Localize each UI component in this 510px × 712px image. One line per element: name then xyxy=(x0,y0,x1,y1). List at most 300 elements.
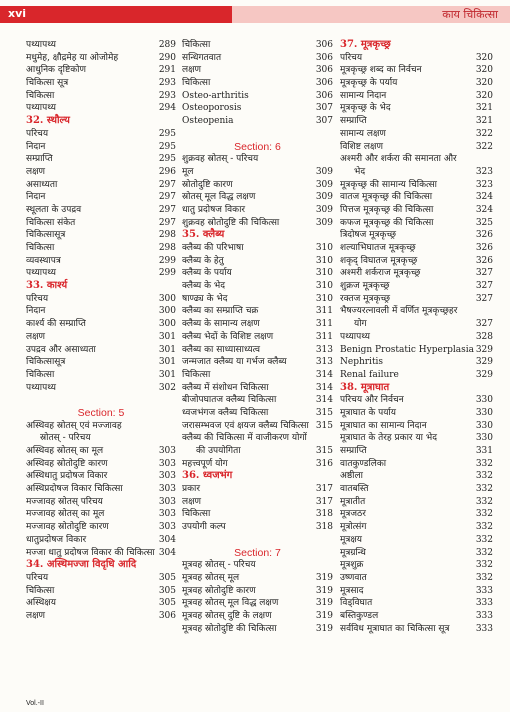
entry-page-number: 303 xyxy=(158,509,176,520)
entry-title: मूत्रकृच्छ्र की सामान्य चिकित्सा xyxy=(340,179,437,190)
toc-entry xyxy=(182,585,333,598)
entry-title: स्रोतोदुष्टि कारण xyxy=(182,179,233,190)
toc-entry xyxy=(26,585,176,598)
entry-title: आधुनिक दृष्टिकोण xyxy=(26,65,86,76)
entry-title: पथ्यापथ्य xyxy=(26,382,56,393)
entry-page-number: 310 xyxy=(315,268,333,279)
chapter-heading xyxy=(340,39,493,52)
entry-page-number: 306 xyxy=(315,65,333,76)
toc-entry xyxy=(182,217,333,230)
toc-entry xyxy=(182,597,333,610)
entry-page-number: 323 xyxy=(475,179,493,190)
toc-entry xyxy=(182,280,333,293)
toc-entry xyxy=(182,153,333,166)
toc-entry xyxy=(26,128,176,141)
toc-entry xyxy=(26,293,176,306)
toc-entry xyxy=(26,521,176,534)
entry-title: वातकुण्डलिका xyxy=(340,458,387,469)
entry-page-number: 332 xyxy=(475,560,493,571)
entry-page-number: 324 xyxy=(475,204,493,215)
entry-page-number: 322 xyxy=(475,141,493,152)
entry-title: शुक्रज मूत्रकृच्छ्र xyxy=(340,281,390,292)
entry-title: शकृद् विघातज मूत्रकृच्छ्र xyxy=(340,255,418,266)
entry-page-number: 333 xyxy=(475,585,493,596)
entry-title: निदान xyxy=(26,141,46,152)
entry-title: असाध्यता xyxy=(26,179,58,190)
entry-title: अस्थिवह स्रोतस् का मूल xyxy=(26,446,104,456)
toc-entry xyxy=(340,305,493,318)
entry-title: क्लैब्य का साध्यासाध्यत्व xyxy=(182,344,260,355)
entry-title: मज्जावह स्रोतस् परिचय xyxy=(26,496,103,507)
entry-page-number: 297 xyxy=(158,217,176,228)
entry-page-number: 330 xyxy=(475,420,493,431)
toc-entry xyxy=(26,77,176,90)
toc-column-3 xyxy=(340,39,493,635)
toc-entry xyxy=(182,64,333,77)
toc-entry xyxy=(26,229,176,242)
entry-title: क्लैब्य के भेद xyxy=(182,281,225,292)
entry-title: चिकित्सा संकेत xyxy=(26,217,76,228)
toc-entry xyxy=(182,293,333,306)
toc-entry xyxy=(182,305,333,318)
entry-page-number: 311 xyxy=(315,331,333,342)
toc-entry xyxy=(340,420,493,433)
entry-title: 38. मूत्राघात xyxy=(340,381,390,393)
entry-page-number: 326 xyxy=(475,243,493,253)
entry-title: क्लैब्य के हेतु xyxy=(182,255,224,266)
entry-title: परिचय xyxy=(26,572,49,583)
toc-entry xyxy=(340,255,493,268)
entry-title: मूत्रोत्संग xyxy=(340,522,367,533)
entry-page-number: 307 xyxy=(315,116,333,127)
entry-title: विड्विघात xyxy=(340,598,373,609)
toc-entry xyxy=(26,331,176,344)
header-left-band xyxy=(0,6,232,23)
entry-page-number: 332 xyxy=(475,458,493,469)
entry-title: सम्प्राप्ति xyxy=(340,116,367,127)
entry-page-number: 297 xyxy=(158,192,176,203)
entry-title: रक्तज मूत्रकृच्छ्र xyxy=(340,293,391,304)
entry-page-number: 333 xyxy=(475,598,493,609)
entry-title: चिकित्सा xyxy=(26,90,55,101)
toc-entry xyxy=(26,344,176,357)
toc-entry xyxy=(182,90,333,103)
entry-title: लक्षण xyxy=(26,166,46,177)
entry-page-number: 327 xyxy=(475,281,493,292)
toc-entry xyxy=(340,179,493,192)
entry-title: Benign Prostatic Hyperplasia xyxy=(340,344,474,355)
entry-title: Osteoporosis xyxy=(182,103,242,114)
entry-page-number: 309 xyxy=(315,166,333,177)
entry-page-number: 290 xyxy=(158,52,176,63)
entry-page-number: 295 xyxy=(158,128,176,139)
toc-entry xyxy=(182,559,333,572)
entry-page-number: 329 xyxy=(475,357,493,368)
entry-title: Section: 5 xyxy=(77,406,125,419)
entry-page-number: 309 xyxy=(315,204,333,215)
entry-page-number: 317 xyxy=(315,496,333,507)
toc-entry xyxy=(340,229,493,242)
volume-label: Vol.-II xyxy=(26,700,44,707)
toc-entry xyxy=(182,255,333,268)
toc-entry xyxy=(340,585,493,598)
entry-title: मूत्रकृच्छ्र शब्द का निर्वचन xyxy=(340,65,422,76)
entry-title: मूत्रवह स्रोतोदुष्टि की चिकित्सा xyxy=(182,623,277,634)
entry-title: क्लैब्य भेदों के विशिष्ट लक्षण xyxy=(182,331,274,342)
entry-page-number: 303 xyxy=(158,496,176,507)
toc-entry xyxy=(340,115,493,128)
entry-title: अस्थिक्षय xyxy=(26,598,56,609)
entry-title: चिकित्सा xyxy=(182,369,211,380)
entry-title: चिकित्सा xyxy=(26,585,55,596)
chapter-heading xyxy=(340,382,493,395)
toc-entry xyxy=(182,39,333,52)
entry-page-number: 330 xyxy=(475,395,493,406)
entry-page-number: 299 xyxy=(158,255,176,266)
chapter-heading xyxy=(26,280,176,293)
section-heading xyxy=(182,141,333,154)
toc-column-1 xyxy=(26,39,176,623)
entry-page-number: 307 xyxy=(315,103,333,114)
page-number: xvi xyxy=(8,7,27,20)
entry-title: क्लैब्य की परिभाषा xyxy=(182,243,244,253)
toc-entry xyxy=(340,470,493,483)
entry-title: सम्प्राप्ति xyxy=(26,154,53,165)
toc-entry xyxy=(182,356,333,369)
entry-title: उष्णवात xyxy=(340,572,367,583)
entry-page-number: 332 xyxy=(475,534,493,545)
entry-page-number: 300 xyxy=(158,319,176,330)
entry-title: चिकित्सा xyxy=(26,369,55,380)
entry-title: क्लैब्य में संशोधन चिकित्सा xyxy=(182,382,269,393)
entry-title: क्लैब्य की चिकित्सा में वाजीकरण योगों xyxy=(182,433,307,444)
toc-entry xyxy=(340,77,493,90)
toc-entry xyxy=(182,521,333,534)
entry-title: परिचय xyxy=(26,128,49,139)
entry-title: लक्षण xyxy=(182,65,202,76)
toc-entry xyxy=(182,394,333,407)
entry-title: सन्धिगतवात xyxy=(182,52,222,63)
entry-page-number: 320 xyxy=(475,52,493,63)
entry-title: व्यवस्थापत्र xyxy=(26,255,61,266)
entry-page-number: 328 xyxy=(475,331,493,342)
entry-title: लक्षण xyxy=(26,331,46,342)
entry-page-number: 332 xyxy=(475,484,493,495)
toc-entry xyxy=(340,331,493,344)
entry-page-number: 311 xyxy=(315,306,333,317)
entry-page-number: 318 xyxy=(315,522,333,533)
toc-entry xyxy=(26,483,176,496)
entry-page-number: 301 xyxy=(158,357,176,368)
entry-page-number: 297 xyxy=(158,204,176,215)
entry-title: क्लैब्य के पर्याय xyxy=(182,268,232,279)
book-title: काय चिकित्सा xyxy=(442,8,498,21)
toc-entry xyxy=(340,204,493,217)
entry-title: चिकित्सा xyxy=(26,243,55,253)
toc-entry xyxy=(340,572,493,585)
toc-entry xyxy=(182,128,333,141)
toc-entry xyxy=(26,141,176,154)
toc-entry xyxy=(182,483,333,496)
entry-title: परिचय और निर्वचन xyxy=(340,395,404,406)
entry-page-number: 326 xyxy=(475,255,493,266)
entry-title: बस्तिकुण्डल xyxy=(340,610,379,621)
toc-entry xyxy=(26,179,176,192)
entry-page-number: 306 xyxy=(315,40,333,50)
entry-title: चिकित्सा xyxy=(182,509,211,520)
toc-entry xyxy=(182,242,333,255)
entry-title: ध्वजभंगज क्लैब्य चिकित्सा xyxy=(182,407,269,418)
entry-title: शुक्रवह स्रोतस् - परिचय xyxy=(182,154,259,165)
entry-title: चिकित्सा xyxy=(182,78,211,89)
entry-title: अस्थिवह स्रोतोदुष्टि कारण xyxy=(26,458,108,469)
entry-title: मज्जावह स्रोतस् का मूल xyxy=(26,509,105,520)
entry-page-number: 324 xyxy=(475,192,493,203)
entry-title: Nephritis xyxy=(340,357,384,368)
toc-entry xyxy=(340,496,493,509)
entry-title: मूत्रकृच्छ्र के भेद xyxy=(340,103,391,114)
entry-title: शुक्रवह स्रोतोदुष्टि की चिकित्सा xyxy=(182,217,280,228)
entry-page-number: 318 xyxy=(315,509,333,520)
entry-title: लक्षण xyxy=(26,610,46,621)
toc-entry xyxy=(26,153,176,166)
entry-title: मूत्रवह स्रोतोदुष्टि कारण xyxy=(182,585,256,596)
toc-entry xyxy=(340,344,493,357)
entry-title: 36. ध्वजभंग xyxy=(182,470,233,482)
toc-entry xyxy=(182,191,333,204)
toc-entry xyxy=(340,52,493,65)
toc-entry xyxy=(182,420,333,433)
entry-page-number: 319 xyxy=(315,598,333,609)
toc-entry xyxy=(340,128,493,141)
toc-entry xyxy=(340,534,493,547)
entry-title: निदान xyxy=(26,306,46,317)
toc-column-2 xyxy=(182,39,333,635)
entry-page-number: 323 xyxy=(475,166,493,177)
entry-title: मूत्राघात के पर्याय xyxy=(340,407,396,418)
entry-page-number: 331 xyxy=(475,446,493,456)
toc-entry xyxy=(340,394,493,407)
toc-entry xyxy=(26,204,176,217)
toc-entry xyxy=(182,52,333,65)
toc-entry xyxy=(182,382,333,395)
entry-title: विशिष्ट लक्षण xyxy=(340,141,383,152)
toc-entry xyxy=(182,102,333,115)
toc-entry xyxy=(26,445,176,458)
entry-page-number: 303 xyxy=(158,446,176,456)
entry-title: मूल xyxy=(182,166,194,177)
entry-title: लक्षण xyxy=(182,496,202,507)
entry-title: पित्तज मूत्रकृच्छ्र की चिकित्सा xyxy=(340,204,434,215)
entry-page-number: 326 xyxy=(475,230,493,241)
entry-title: पथ्यापथ्य xyxy=(26,103,56,114)
entry-page-number: 332 xyxy=(475,522,493,533)
chapter-heading xyxy=(182,229,333,242)
entry-page-number: 316 xyxy=(315,458,333,469)
toc-entry xyxy=(26,369,176,382)
entry-title: चिकित्सासूत्र xyxy=(26,357,66,368)
toc-entry xyxy=(182,344,333,357)
entry-page-number: 332 xyxy=(475,471,493,482)
entry-title: मूत्रकृच्छ्र के पर्याय xyxy=(340,78,398,89)
entry-page-number: 310 xyxy=(315,255,333,266)
toc-entry xyxy=(340,356,493,369)
toc-entry xyxy=(340,445,493,458)
entry-title: कार्श्य की सम्प्राप्ति xyxy=(26,319,86,330)
toc-entry xyxy=(182,458,333,471)
entry-title: 35. क्लैब्य xyxy=(182,229,225,241)
entry-page-number: 317 xyxy=(315,484,333,495)
entry-title: मूत्रवह स्रोतस् मूल xyxy=(182,572,240,583)
toc-entry xyxy=(340,141,493,154)
entry-page-number: 327 xyxy=(475,268,493,279)
entry-page-number: 300 xyxy=(158,306,176,317)
toc-entry xyxy=(340,521,493,534)
entry-page-number: 325 xyxy=(475,217,493,228)
entry-page-number: 305 xyxy=(158,585,176,596)
entry-title: चिकित्सा xyxy=(182,40,211,50)
toc-entry xyxy=(182,407,333,420)
toc-entry xyxy=(340,559,493,572)
toc-entry xyxy=(340,242,493,255)
chapter-heading xyxy=(26,115,176,128)
entry-title: सम्प्राप्ति xyxy=(340,446,367,456)
entry-title: अष्ठीला xyxy=(340,471,363,482)
entry-page-number: 329 xyxy=(475,369,493,380)
entry-page-number: 314 xyxy=(315,395,333,406)
entry-title: क्लैब्य के सामान्य लक्षण xyxy=(182,319,260,330)
entry-page-number: 332 xyxy=(475,509,493,520)
section-heading xyxy=(26,407,176,420)
entry-page-number: 333 xyxy=(475,610,493,621)
toc-entry xyxy=(26,508,176,521)
entry-title: 34. अस्थिमज्जा विदृधि आदि xyxy=(26,559,137,571)
entry-page-number: 310 xyxy=(315,293,333,304)
toc-entry xyxy=(26,52,176,65)
entry-page-number: 330 xyxy=(475,433,493,444)
toc-entry xyxy=(26,166,176,179)
toc-entry xyxy=(26,610,176,623)
entry-page-number: 298 xyxy=(158,243,176,253)
entry-page-number: 310 xyxy=(315,281,333,292)
entry-page-number: 315 xyxy=(315,420,333,431)
entry-page-number: 305 xyxy=(158,598,176,609)
entry-title: मूत्रातीत xyxy=(340,496,366,507)
entry-title: 33. कार्श्य xyxy=(26,280,68,292)
entry-title: मूत्रजठर xyxy=(340,509,366,520)
toc-entry xyxy=(26,496,176,509)
toc-entry xyxy=(340,217,493,230)
toc-entry xyxy=(26,470,176,483)
entry-title: स्रोतस् मूल विद्ध लक्षण xyxy=(182,192,256,203)
toc-entry xyxy=(26,39,176,52)
entry-page-number: 311 xyxy=(315,319,333,330)
toc-entry xyxy=(340,547,493,560)
entry-title: मज्जावह स्रोतोदुष्टि कारण xyxy=(26,522,109,533)
entry-title: जरासम्भवज एवं क्षयज क्लैब्य चिकित्सा xyxy=(182,420,309,431)
entry-title: मूत्रवह स्रोतस् - परिचय xyxy=(182,560,256,571)
toc-entry xyxy=(182,204,333,217)
entry-page-number: 319 xyxy=(315,610,333,621)
entry-title: अस्थिवह स्रोतस् एवं मज्जावह xyxy=(26,420,122,431)
entry-page-number: 305 xyxy=(158,572,176,583)
entry-title: चिकित्सासूत्र xyxy=(26,230,66,241)
entry-page-number: 306 xyxy=(315,78,333,89)
page-header xyxy=(0,0,510,27)
entry-page-number: 332 xyxy=(475,547,493,558)
toc-entry xyxy=(182,508,333,521)
entry-page-number: 319 xyxy=(315,623,333,634)
section-heading xyxy=(182,547,333,560)
entry-title: अस्थिधातु प्रदोषज विकार xyxy=(26,471,108,482)
entry-page-number: 303 xyxy=(158,522,176,533)
toc-entry xyxy=(26,572,176,585)
entry-title: निदान xyxy=(26,192,46,203)
entry-title: त्रिदोषज मूत्रकृच्छ्र xyxy=(340,230,397,241)
toc-entry xyxy=(26,217,176,230)
entry-title: Osteo-arthritis xyxy=(182,90,249,101)
entry-page-number: 300 xyxy=(158,293,176,304)
toc-entry xyxy=(26,255,176,268)
entry-title: स्रोतस् - परिचय xyxy=(40,433,91,444)
header-right-band xyxy=(232,6,510,23)
entry-page-number: 306 xyxy=(158,610,176,621)
entry-page-number: 306 xyxy=(315,52,333,63)
entry-title: धातुप्रदोषज विकार xyxy=(26,534,87,545)
toc-entry xyxy=(26,356,176,369)
entry-title: अस्थिप्रदोषज विकार चिकित्सा xyxy=(26,484,123,495)
entry-page-number: 313 xyxy=(315,344,333,355)
entry-page-number: 329 xyxy=(475,344,493,355)
entry-page-number: 330 xyxy=(475,407,493,418)
toc-entry xyxy=(182,267,333,280)
entry-title: सर्वविध मूत्राघात का चिकित्सा सूत्र xyxy=(340,623,450,634)
entry-page-number: 295 xyxy=(158,154,176,165)
toc-entry xyxy=(340,280,493,293)
toc-entry xyxy=(182,179,333,192)
entry-page-number: 296 xyxy=(158,166,176,177)
entry-page-number: 302 xyxy=(158,382,176,393)
entry-page-number: 294 xyxy=(158,103,176,114)
entry-page-number: 301 xyxy=(158,369,176,380)
toc-entry xyxy=(26,191,176,204)
toc-entry xyxy=(182,115,333,128)
entry-title: कफज मूत्रकृच्छ्र की चिकित्सा xyxy=(340,217,434,228)
entry-page-number: 297 xyxy=(158,179,176,190)
entry-page-number: 314 xyxy=(315,382,333,393)
toc-entry xyxy=(340,610,493,623)
toc-entry xyxy=(340,432,493,445)
entry-title: अश्मरी और शर्करा की समानता और xyxy=(340,154,457,165)
chapter-heading xyxy=(182,470,333,483)
toc-entry xyxy=(26,102,176,115)
entry-title: मूत्राघात का सामान्य निदान xyxy=(340,420,427,431)
entry-page-number: 304 xyxy=(158,534,176,545)
toc-entry xyxy=(340,267,493,280)
entry-title: मूत्रसाद xyxy=(340,585,364,596)
entry-page-number: 291 xyxy=(158,65,176,76)
entry-title: पथ्यापथ्य xyxy=(26,268,56,279)
entry-title: धातु प्रदोषज विकार xyxy=(182,204,246,215)
toc-entry xyxy=(26,64,176,77)
toc-entry xyxy=(26,458,176,471)
entry-page-number: 315 xyxy=(315,446,333,456)
entry-page-number: 319 xyxy=(315,572,333,583)
entry-title: सामान्य लक्षण xyxy=(340,128,386,139)
toc-entry xyxy=(26,90,176,103)
entry-page-number: 332 xyxy=(475,496,493,507)
entry-page-number: 322 xyxy=(475,128,493,139)
